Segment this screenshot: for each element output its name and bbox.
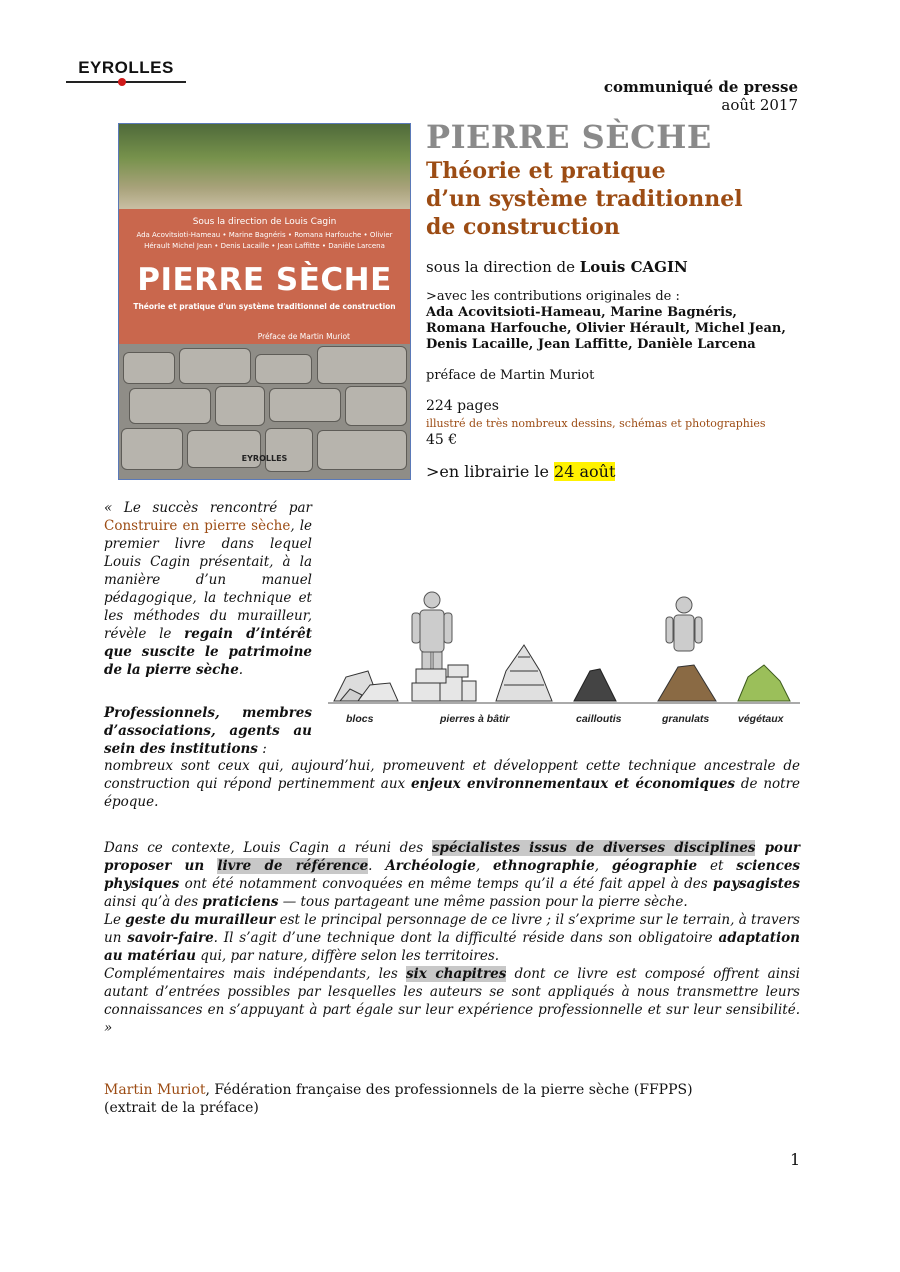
cover-preface: Préface de Martin Muriot — [257, 332, 350, 341]
p6-text-b: dont ce livre est composé offrent ainsi autant d’entrées possibles par lesquelles les auteurs se sont appliqués à nous transmettre leurs connaissances en s’appuyant à part égale sur leur expérience professionnelle et sur leur sensibilité. » — [104, 966, 800, 1036]
p4-paysagistes: paysagistes — [713, 876, 800, 892]
previous-book-title: Construire en pierre sèche — [104, 518, 291, 534]
quote-paragraph-4 — [104, 839, 800, 1037]
book-subtitle — [426, 157, 743, 241]
p4-geographie: géographie — [611, 858, 698, 874]
p4-archeologie: Archéologie — [385, 858, 476, 874]
p5-text-d: qui, par nature, diffère selon les territoires. — [195, 948, 500, 964]
label-cailloutis: cailloutis — [576, 713, 622, 725]
p4-text-c: . — [368, 858, 386, 874]
p5-text-c: . Il s’agit d’une technique dont la difficulté réside dans son obligatoire — [213, 930, 719, 946]
p4-text-h: ainsi qu’à des — [104, 894, 203, 910]
quote-professionals: Professionnels, membres d’associations, agents au sein des institutions — [104, 705, 312, 757]
materials-illustration — [328, 585, 800, 730]
page-number: 1 — [790, 1150, 801, 1169]
cover-vegetation — [119, 124, 410, 209]
label-granulats: granulats — [662, 713, 710, 725]
book-contributors — [426, 289, 798, 353]
release-date — [426, 462, 615, 481]
p4-sep3: et — [697, 858, 737, 874]
label-vegetaux: végétaux — [738, 713, 784, 725]
subtitle-line-2: d’un système traditionnel — [426, 186, 743, 212]
blocs-drawing — [334, 671, 398, 701]
quote-paragraph-2 — [104, 704, 312, 758]
cover-subtitle: Théorie et pratique d'un système traditionnel de construction — [133, 302, 396, 311]
doc-type: communiqué de presse — [603, 78, 798, 96]
publisher-logo — [66, 58, 186, 83]
label-blocs: blocs — [346, 713, 374, 725]
quote3-text-a: nombreux sont ceux qui, aujourd’hui, promeuvent et développent cette technique ancestrale de construction qui répond pertinemment aux — [104, 758, 800, 792]
p5-geste: geste du murailleur — [125, 912, 276, 928]
quote3-emphasis: enjeux environnementaux et économiques — [410, 776, 736, 792]
book-cover — [118, 123, 411, 480]
press-header — [604, 78, 798, 114]
book-preface: préface de Martin Muriot — [426, 368, 595, 383]
book-title: PIERRE SÈCHE — [426, 118, 712, 156]
p4-ethnographie: ethnographie — [492, 858, 595, 874]
quote-paragraph-3 — [104, 757, 800, 811]
p4-praticiens: praticiens — [202, 894, 279, 910]
p6-text-a: Complémentaires mais indépendants, les — [104, 966, 407, 982]
p4-text: Dans ce contexte, Louis Cagin a réuni des — [104, 840, 432, 856]
book-details — [426, 398, 766, 449]
doc-date: août 2017 — [721, 96, 798, 114]
director-name: Louis CAGIN — [579, 258, 688, 276]
p4-sep2: , — [594, 858, 612, 874]
p5-savoir-faire: savoir-faire — [127, 930, 214, 946]
cover-authors: Ada Acovitsioti-Hameau • Marine Bagnéris • Romana Harfouche • Olivier Hérault Michel Jean • Denis Lacaille • Jean Laffitte • Danièle Larcena — [136, 231, 393, 250]
granulats-drawing — [658, 665, 716, 701]
p6-highlight-chapters: six chapitres — [406, 966, 507, 982]
p4-text-b: pour proposer un — [104, 840, 800, 874]
cover-direction: Sous la direction de Louis Cagin — [192, 217, 337, 227]
contrib-intro: >avec les contributions originales de : — [426, 289, 680, 304]
quote3-text-b: de notre époque. — [104, 776, 801, 810]
publisher-logo-text: EYROLLES — [78, 58, 174, 77]
quote-text: , le premier livre dans lequel Louis Cagin présentait, à la manière d’un manuel pédagogique, la technique et les méthodes du murailleur, révèle le — [104, 518, 312, 642]
quote-signature — [104, 1081, 800, 1117]
p4-sep1: , — [475, 858, 493, 874]
p4-text-i: — tous partageant une même passion pour la pierre sèche. — [278, 894, 688, 910]
pile-drawing — [496, 645, 552, 701]
contrib-names: Ada Acovitsioti-Hameau, Marine Bagnéris, Romana Harfouche, Olivier Hérault, Michel Jean, Denis Lacaille, Jean Laffitte, Danièle Larcena — [426, 305, 786, 352]
p5-text-b: est le principal personnage de ce livre ; il s’exprime sur le terrain, à travers un — [104, 912, 800, 946]
cover-publisher: EYROLLES — [241, 454, 288, 463]
release-prefix: >en librairie le — [426, 462, 555, 481]
label-pierres: pierres à bâtir — [440, 713, 510, 725]
p4-highlight-reference: livre de référence — [217, 858, 369, 874]
p5-adaptation: adaptation au matériau — [104, 930, 800, 964]
signature-name: Martin Muriot — [104, 1082, 206, 1098]
logo-dot — [118, 78, 126, 86]
release-date-highlight: 24 août — [554, 462, 616, 481]
illustrations-note: illustré de très nombreux dessins, schémas et photographies — [426, 417, 766, 430]
quote-open: « Le succès rencontré par — [104, 500, 312, 516]
p4-highlight-specialists: spécialistes issus de diverses disciplines — [431, 840, 756, 856]
p4-sciences: sciences physiques — [104, 858, 801, 892]
logo-underline — [66, 81, 186, 83]
subtitle-line-1: Théorie et pratique — [426, 158, 666, 184]
quote-emphasis: regain d’intérêt que suscite le patrimoine de la pierre sèche — [104, 626, 312, 678]
quote-colon: : — [257, 741, 267, 757]
cailloutis-drawing — [574, 669, 616, 701]
p5-text-a: Le — [104, 912, 126, 928]
p4-text-g: ont été notamment convoquées en même temps qu’il a été fait appel à des — [179, 876, 714, 892]
quote-period: . — [238, 662, 244, 678]
vegetaux-drawing — [738, 665, 790, 701]
pierres-drawing — [412, 665, 476, 701]
price: 45 € — [426, 432, 458, 448]
page-count: 224 pages — [426, 398, 499, 414]
direction-prefix: sous la direction de — [426, 258, 580, 276]
cover-title: PIERRE SÈCHE — [137, 262, 392, 298]
subtitle-line-3: de construction — [426, 214, 620, 240]
signature-org: , Fédération française des professionnels de la pierre sèche (FFPPS) — [205, 1082, 693, 1098]
book-direction — [426, 258, 688, 276]
quote-paragraph-1 — [104, 499, 312, 679]
signature-note: (extrait de la préface) — [104, 1100, 259, 1116]
person-female-drawing — [666, 597, 702, 651]
